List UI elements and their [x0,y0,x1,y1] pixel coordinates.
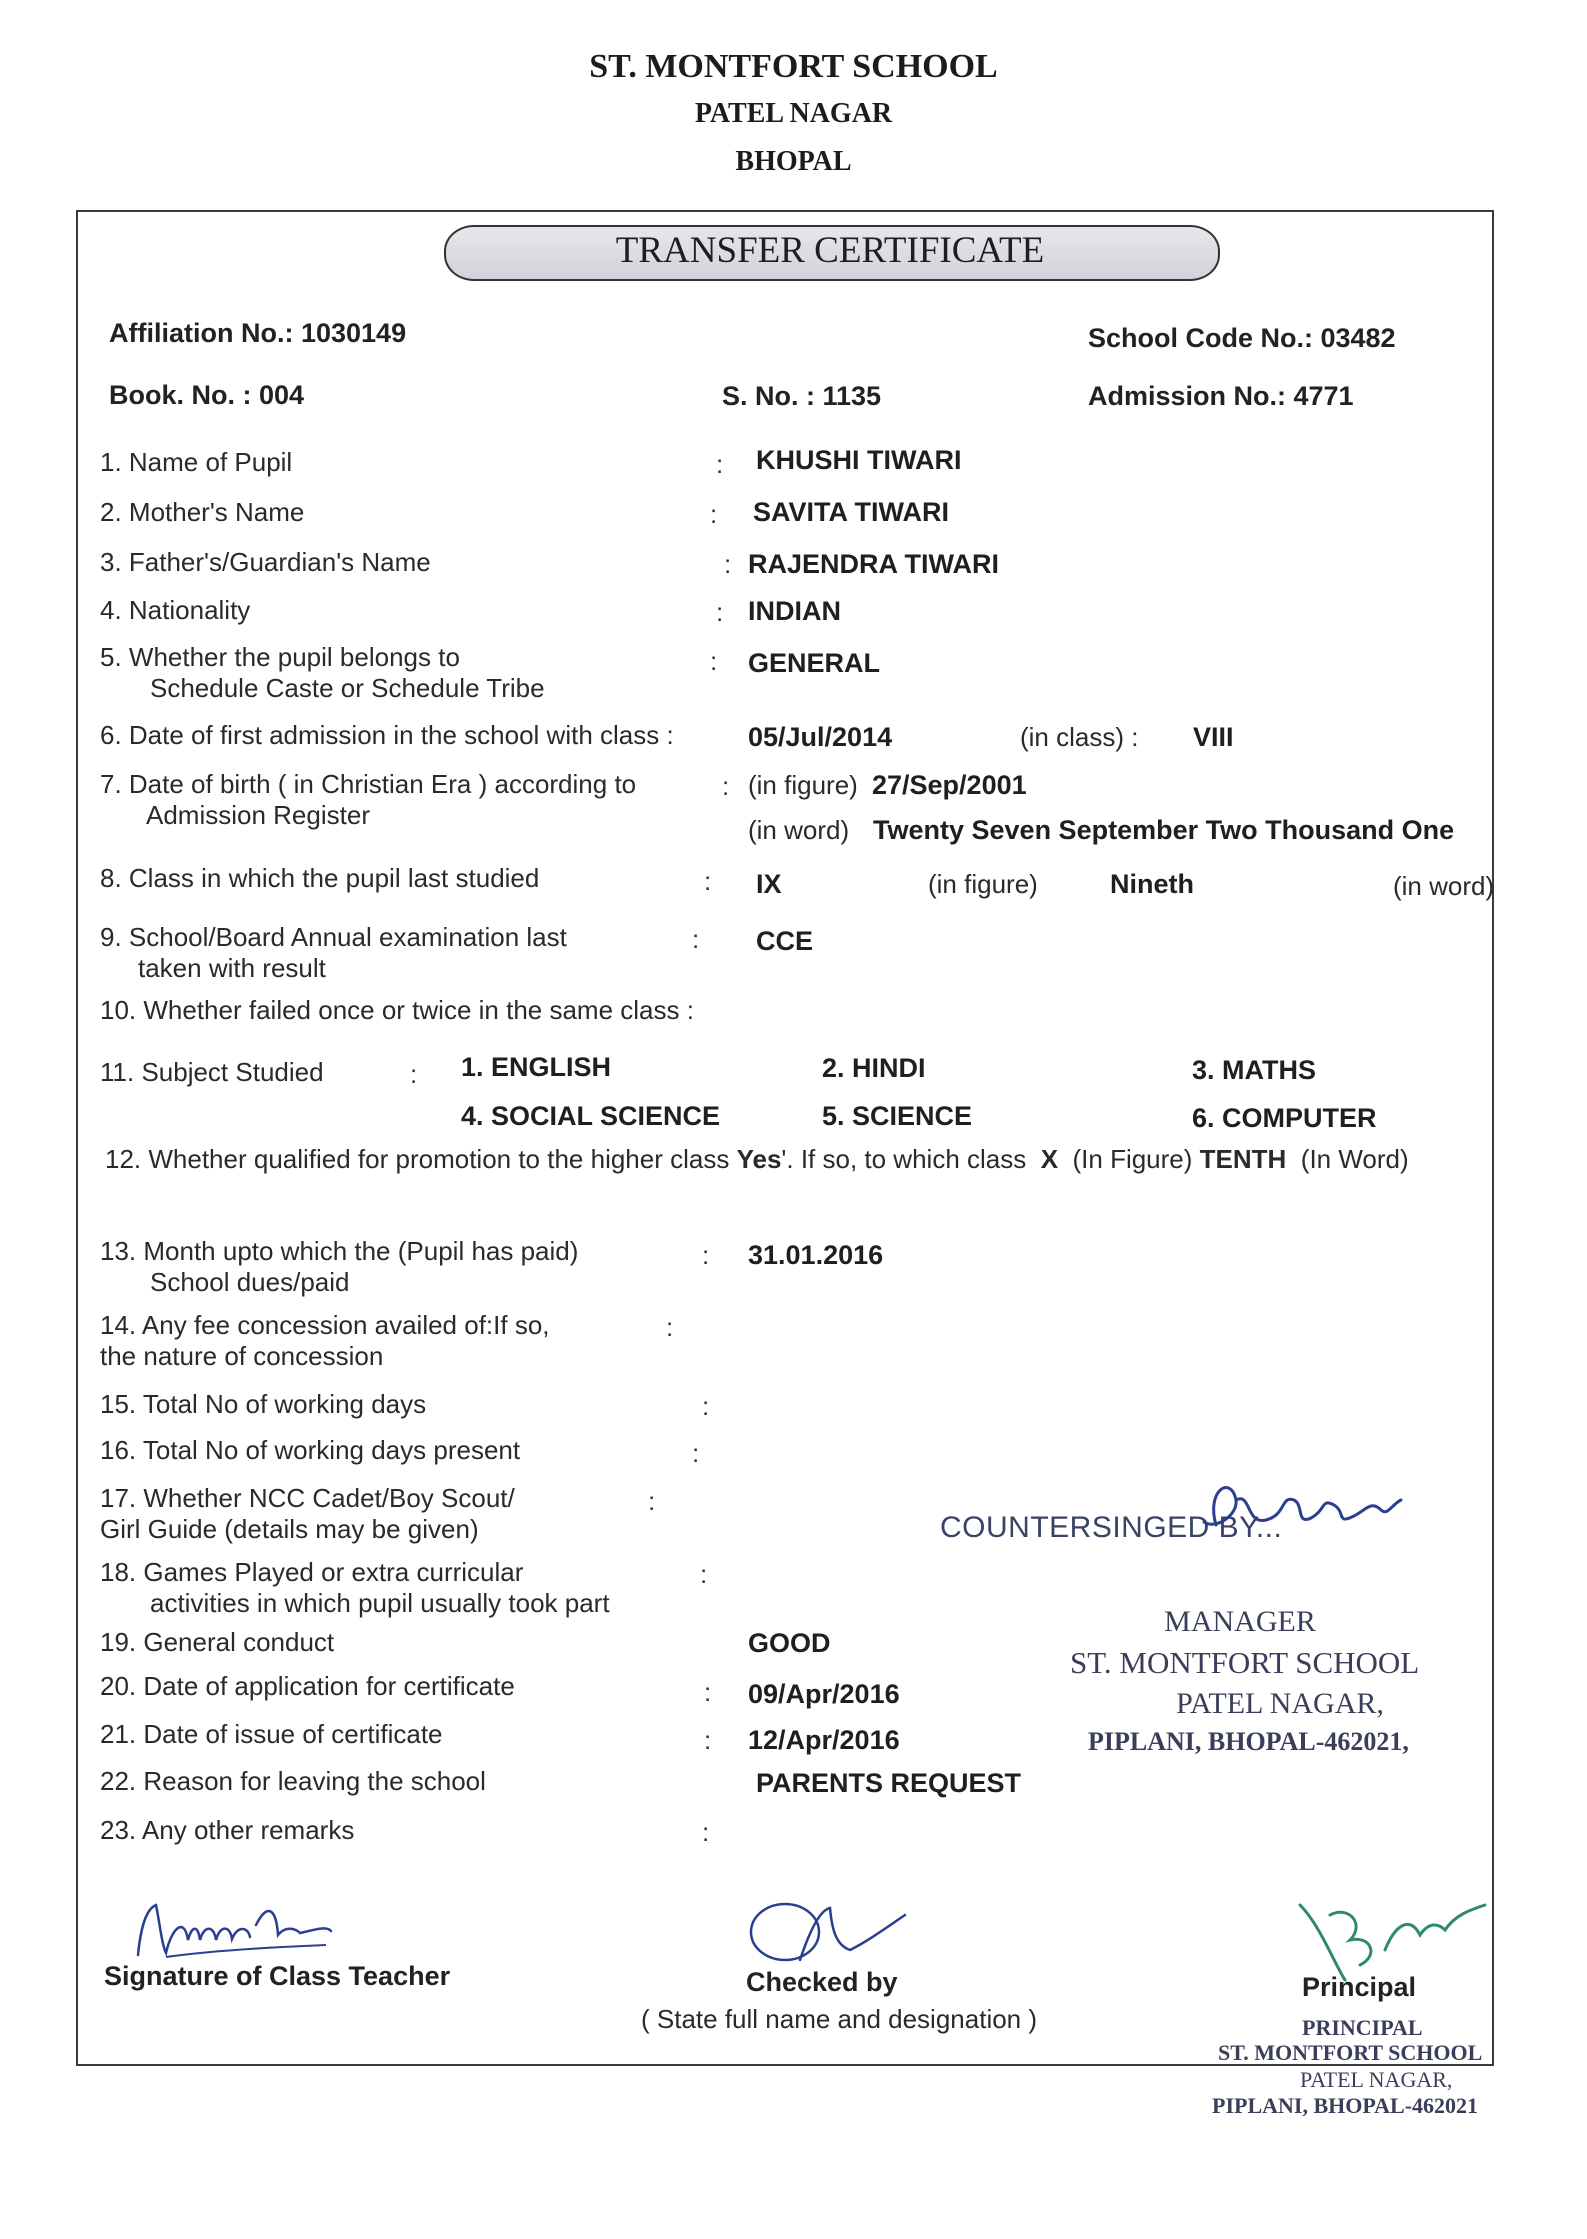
class-teacher-label: Signature of Class Teacher [104,1961,451,1991]
field-label-failed: 10. Whether failed once or twice in the same class : [100,995,694,1025]
state-name-designation: ( State full name and designation ) [641,2004,1038,2034]
field-value-mothers-name: SAVITA TIWARI [753,497,949,527]
field-label-dues-line2: School dues/paid [150,1267,350,1297]
field-label-last-class-word: (in word) [1393,871,1495,901]
subject-item: 3. MATHS [1192,1055,1317,1085]
field-value-last-class-word: Nineth [1110,869,1194,899]
field-label-subjects: 11. Subject Studied [100,1057,324,1087]
field-colon: : [700,1559,708,1589]
field-value-name-of-pupil: KHUSHI TIWARI [756,445,962,475]
field-label-leaving-reason: 22. Reason for leaving the school [100,1766,486,1796]
field-value-fathers-name: RAJENDRA TIWARI [748,549,1000,579]
field-label-dob-line1: 7. Date of birth ( in Christian Era ) according to [100,769,637,799]
field-value-conduct: GOOD [748,1628,831,1658]
field-label-first-admission: 6. Date of first admission in the school with class : [100,720,674,750]
field-label-remarks: 23. Any other remarks [100,1815,355,1845]
field-label-games-line2: activities in which pupil usually took part [150,1588,610,1618]
field-colon: : [648,1486,656,1516]
field-label-concession-line2: the nature of concession [100,1341,384,1371]
field-value-dob-figure: 27/Sep/2001 [872,770,1027,800]
field-colon: : [722,771,730,801]
field-colon: : [410,1059,418,1089]
subject-item: 1. ENGLISH [461,1052,612,1082]
field-colon: : [704,1677,712,1707]
class-teacher-signature-text: Namrata [126,1895,130,1896]
countersign-signature [1176,1470,1426,1550]
field-value-application-date: 09/Apr/2016 [748,1679,900,1709]
principal-stamp-locality: PATEL NAGAR, [1300,2067,1453,2092]
subject-item: 4. SOCIAL SCIENCE [461,1101,721,1131]
school-locality: PATEL NAGAR [694,98,893,129]
field-label-dob-line2: Admission Register [146,800,370,830]
field-value-issue-date: 12/Apr/2016 [748,1725,900,1755]
principal-stamp-title: PRINCIPAL [1302,2015,1423,2040]
principal-label: Principal [1302,1972,1417,2002]
certificate-title: TRANSFER CERTIFICATE [615,230,1045,271]
subject-item: 5. SCIENCE [822,1101,973,1131]
promotion-text-2: '. If so, to which class [781,1144,1027,1174]
field-value-dues: 31.01.2016 [748,1240,884,1270]
field-colon: : [702,1391,710,1421]
principal-stamp-school: ST. MONTFORT SCHOOL [1218,2040,1483,2065]
field-value-leaving-reason: PARENTS REQUEST [756,1768,1022,1798]
countersign-signature-text: William [1296,1536,1316,1542]
field-colon: : [704,1725,712,1755]
field-label-mothers-name: 2. Mother's Name [100,497,305,527]
field-label-concession-line1: 14. Any fee concession availed of:If so, [100,1310,550,1340]
countersigned-label: COUNTERSINGED BY... [940,1511,1283,1544]
manager-stamp-locality: PATEL NAGAR, [1176,1687,1384,1720]
checked-by-label: Checked by [746,1967,898,1997]
field-value-admission-class: VIII [1193,722,1234,752]
admission-no: Admission No.: 4771 [1088,381,1354,411]
field-label-name-of-pupil: 1. Name of Pupil [100,447,293,477]
field-colon: : [710,499,718,529]
field-colon: : [704,866,712,896]
school-name: ST. MONTFORT SCHOOL [589,48,998,85]
affiliation-no: Affiliation No.: 1030149 [109,318,407,348]
field-value-caste: GENERAL [748,648,881,678]
field-label-ncc-line1: 17. Whether NCC Cadet/Boy Scout/ [100,1483,515,1513]
field-label-conduct: 19. General conduct [100,1627,335,1657]
field-colon: : [702,1817,710,1847]
field-label-last-class-figure: (in figure) [928,869,1038,899]
field-label-caste-line1: 5. Whether the pupil belongs to [100,642,460,672]
field-label-working-days: 15. Total No of working days [100,1389,427,1419]
class-teacher-signature [126,1895,346,1965]
manager-stamp-title: MANAGER [1164,1605,1316,1638]
field-label-ncc-line2: Girl Guide (details may be given) [100,1514,479,1544]
promotion-yes: Yes [736,1144,782,1174]
field-colon: : [666,1312,674,1342]
field-label-nationality: 4. Nationality [100,595,251,625]
field-label-last-class: 8. Class in which the pupil last studied [100,863,540,893]
field-promotion-line [105,1144,1409,1175]
principal-stamp-address: PIPLANI, BHOPAL-462021 [1212,2093,1479,2118]
promotion-word-label: (In Word) [1300,1144,1409,1174]
field-label-days-present: 16. Total No of working days present [100,1435,521,1465]
field-colon: : [716,597,724,627]
field-value-last-class-figure: IX [756,869,782,899]
field-label-fathers-name: 3. Father's/Guardian's Name [100,547,431,577]
promotion-class-figure: X [1040,1144,1059,1174]
field-colon: : [702,1240,710,1270]
promotion-figure-label: (In Figure) [1072,1144,1193,1174]
manager-stamp-address: PIPLANI, BHOPAL-462021, [1088,1727,1409,1756]
field-label-issue-date: 21. Date of issue of certificate [100,1719,443,1749]
subject-item: 6. COMPUTER [1192,1103,1377,1133]
school-code-no: School Code No.: 03482 [1088,323,1396,353]
field-label-dues-line1: 13. Month upto which the (Pupil has paid) [100,1236,579,1266]
subject-item: 2. HINDI [822,1053,926,1083]
promotion-text: 12. Whether qualified for promotion to the higher class [105,1144,730,1174]
field-label-exam-line2: taken with result [138,953,326,983]
school-city: BHOPAL [735,146,852,177]
field-colon: : [692,924,700,954]
book-no: Book. No. : 004 [109,380,305,410]
field-value-first-admission-date: 05/Jul/2014 [748,722,893,752]
field-label-games-line1: 18. Games Played or extra curricular [100,1557,524,1587]
serial-no: S. No. : 1135 [722,381,882,411]
field-colon: : [724,549,732,579]
field-label-dob-figure: (in figure) [748,770,858,800]
field-label-in-class: (in class) : [1020,722,1139,752]
checked-by-signature [740,1890,920,1970]
promotion-class-word: TENTH [1199,1144,1287,1174]
field-colon: : [710,646,718,676]
field-colon: : [716,449,724,479]
field-label-exam-line1: 9. School/Board Annual examination last [100,922,567,952]
field-label-dob-word: (in word) [748,815,850,845]
field-value-dob-word: Twenty Seven September Two Thousand One [873,815,1455,845]
field-label-application-date: 20. Date of application for certificate [100,1671,515,1701]
field-value-nationality: INDIAN [748,596,841,626]
field-colon: : [692,1438,700,1468]
field-value-exam: CCE [756,926,814,956]
manager-stamp-school: ST. MONTFORT SCHOOL [1070,1645,1420,1680]
field-label-caste-line2: Schedule Caste or Schedule Tribe [150,673,545,703]
